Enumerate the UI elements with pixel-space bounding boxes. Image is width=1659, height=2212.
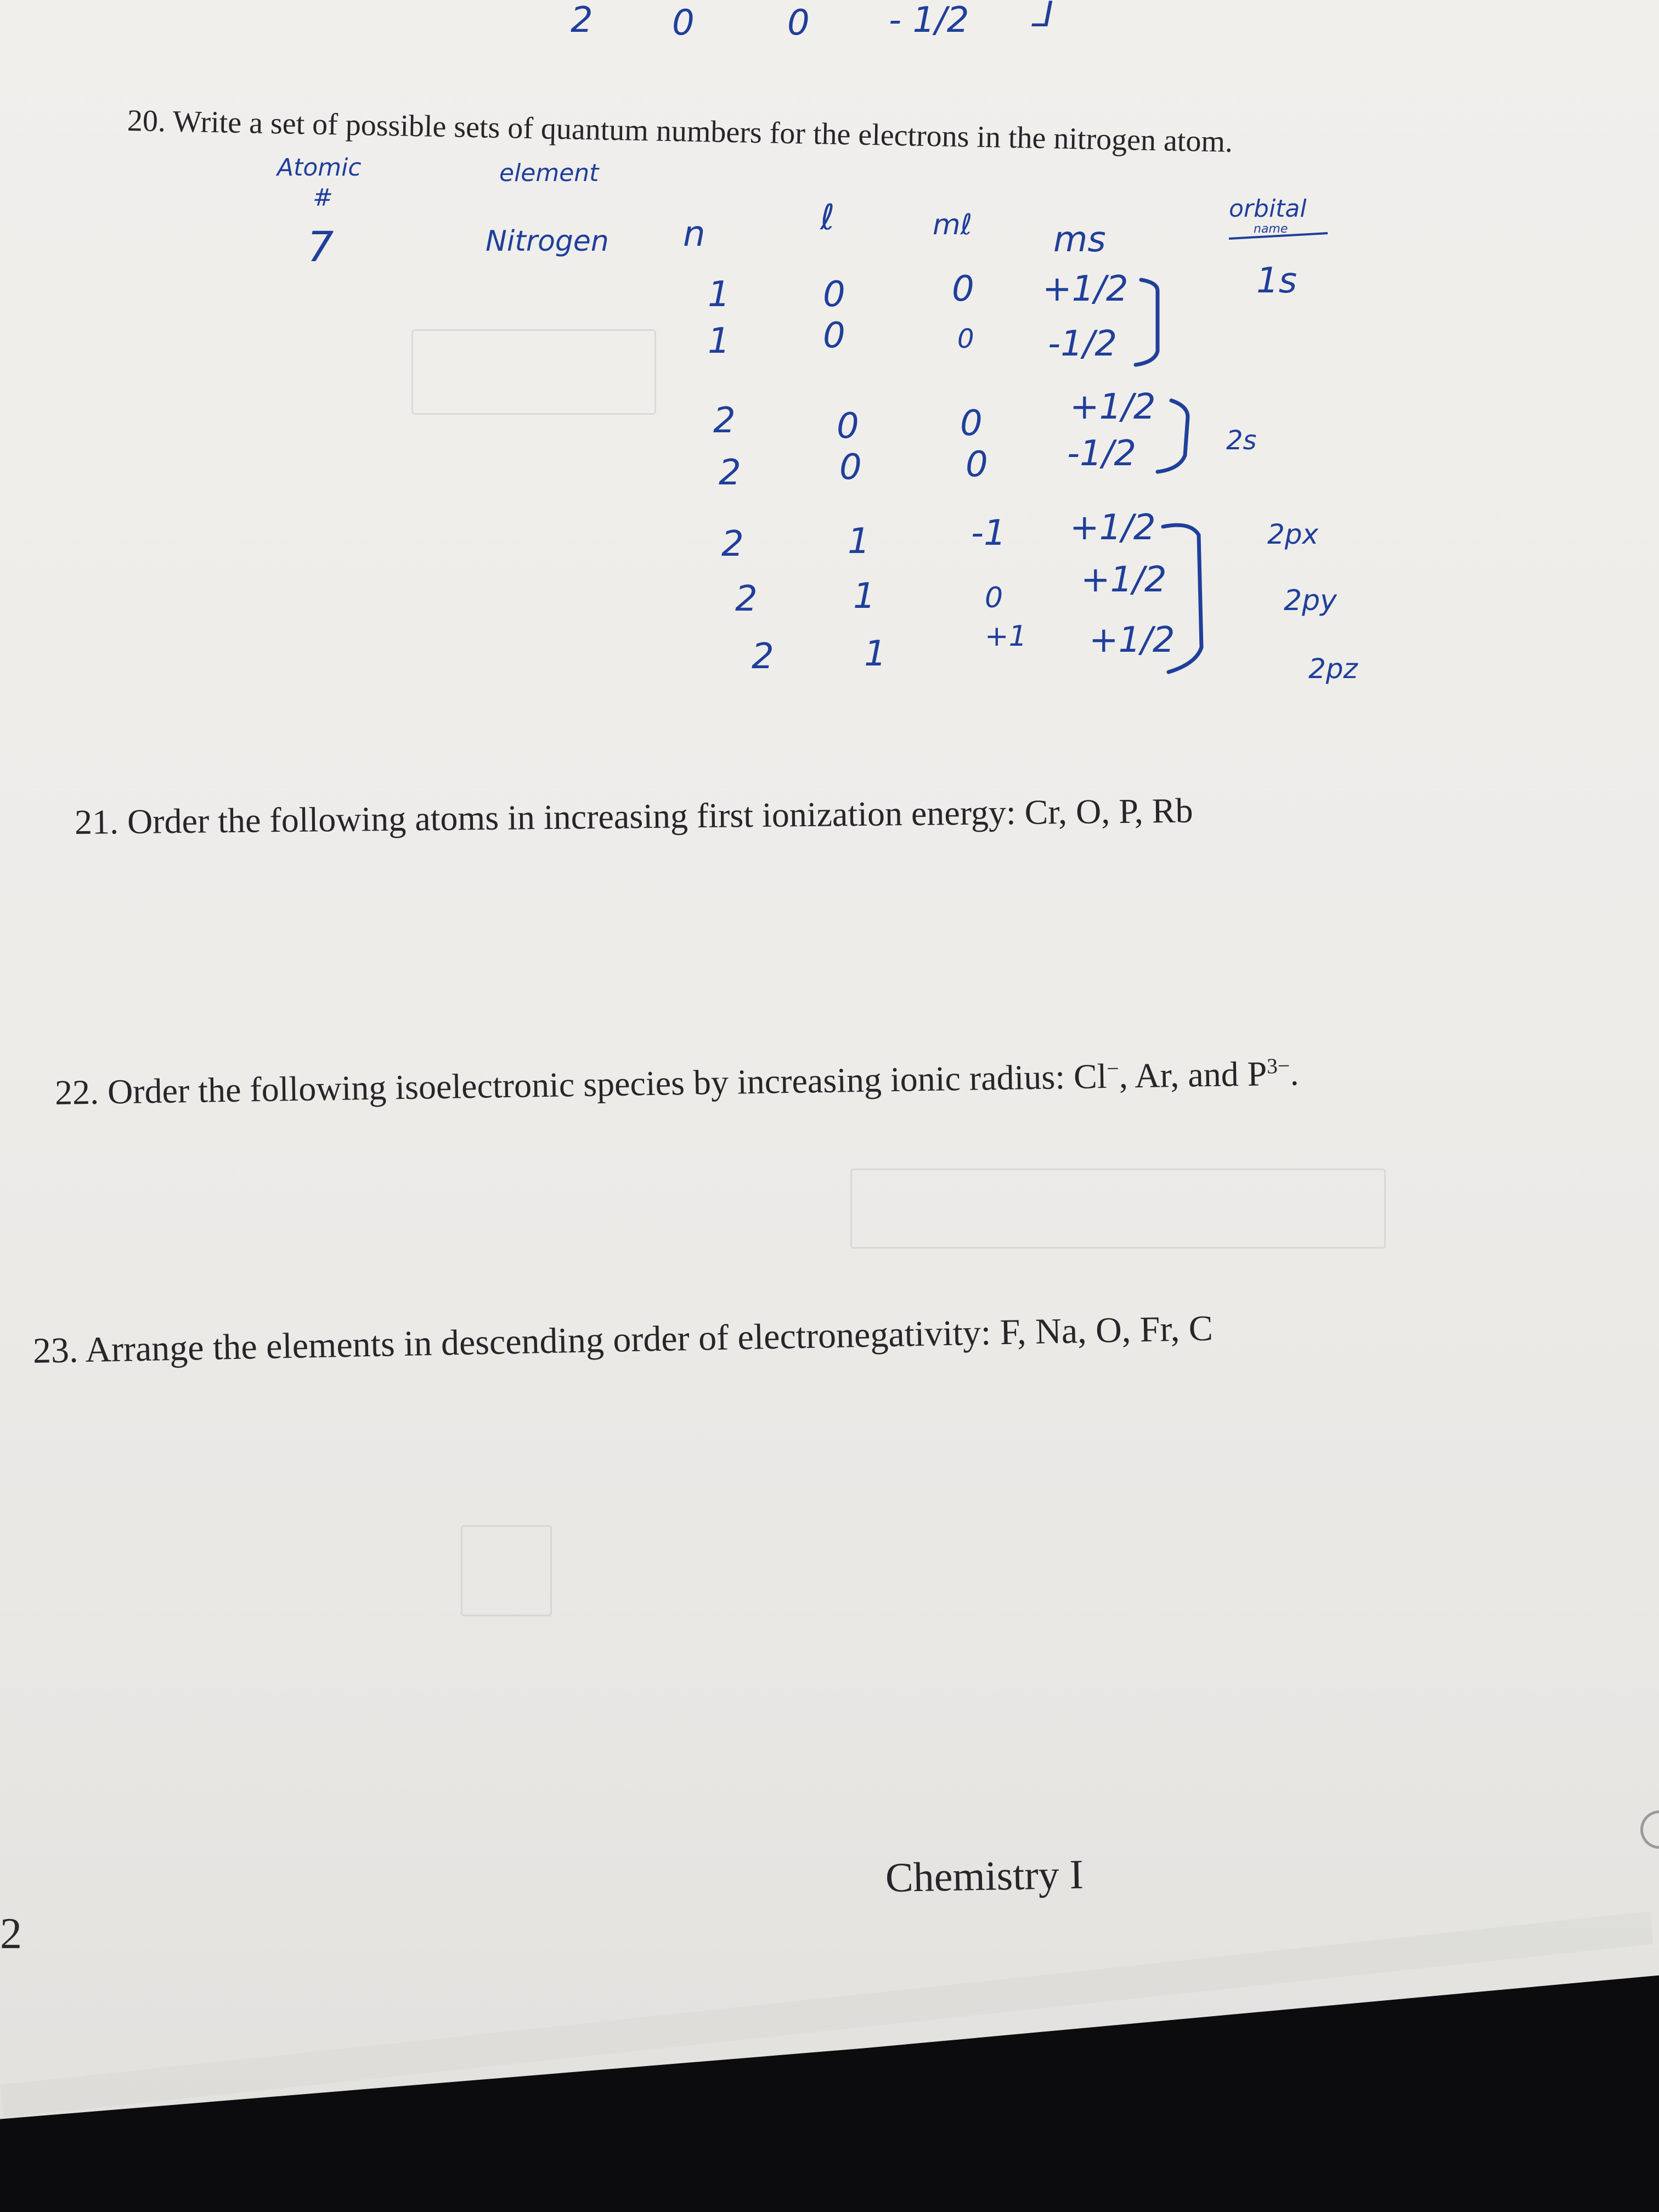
- orbital-1s: 1s: [1256, 261, 1297, 301]
- top-bracket: ⅃: [1031, 0, 1051, 35]
- row3-ms: +1/2: [1070, 387, 1156, 427]
- question-22-middle: , Ar, and P: [1119, 1054, 1267, 1096]
- orbital-2s: 2s: [1226, 425, 1257, 456]
- orbital-2px: 2px: [1267, 518, 1319, 550]
- element-label: element: [499, 159, 599, 187]
- question-22-text: 22. Order the following isoelectronic species by increasing ionic radius: Cl: [54, 1056, 1108, 1112]
- question-21: 21. Order the following atoms in increasing first ionization energy: Cr, O, P, Rb: [74, 791, 1193, 842]
- atomic-number-value: 7: [307, 222, 334, 271]
- header-ml: mℓ: [933, 208, 973, 241]
- row7-l: 1: [864, 634, 887, 674]
- row4-n: 2: [719, 453, 741, 493]
- phosphide-charge: 3−: [1266, 1053, 1290, 1079]
- orbital-2py: 2py: [1284, 584, 1337, 617]
- orbital-sub-label: name: [1254, 222, 1288, 236]
- row7-ml: +1: [985, 620, 1027, 653]
- course-footer: Chemistry I: [885, 1851, 1084, 1901]
- row6-l: 1: [853, 576, 876, 617]
- element-name: Nitrogen: [486, 225, 609, 258]
- row3-n: 2: [713, 400, 736, 441]
- row6-ms: +1/2: [1081, 560, 1167, 600]
- question-23: 23. Arrange the elements in descending order of electronegativity: F, Na, O, Fr, C: [32, 1308, 1214, 1371]
- atomic-number-hash: #: [313, 184, 333, 212]
- row3-l: 0: [837, 406, 859, 447]
- question-20: 20. Write a set of possible sets of quantum numbers for the electrons in the nitrogen atom.: [127, 104, 1233, 159]
- row1-ml: 0: [952, 269, 974, 309]
- row6-ml: 0: [985, 582, 1003, 614]
- row1-l: 0: [823, 274, 845, 315]
- row5-n: 2: [721, 524, 744, 565]
- chloride-charge: −: [1106, 1056, 1119, 1081]
- question-22-end: .: [1289, 1053, 1300, 1093]
- row4-ms: -1/2: [1067, 433, 1137, 474]
- erased-mark: [411, 329, 656, 415]
- row2-l: 0: [823, 315, 845, 356]
- top-ms-value: - 1/2: [889, 0, 969, 41]
- header-l: ℓ: [820, 198, 835, 238]
- row5-ms: +1/2: [1070, 507, 1156, 548]
- top-l-value: 0: [672, 3, 695, 43]
- header-ms: ms: [1053, 219, 1106, 260]
- row5-ml: -1: [971, 513, 1006, 554]
- page-number: 2: [0, 1910, 22, 1958]
- row1-ms: +1/2: [1042, 269, 1128, 309]
- row4-l: 0: [839, 447, 862, 488]
- row2-n: 1: [708, 321, 730, 362]
- row4-ml: 0: [966, 444, 988, 485]
- row6-n: 2: [735, 579, 758, 619]
- orbital-2pz: 2pz: [1308, 653, 1358, 685]
- row7-n: 2: [752, 636, 774, 677]
- erased-mark: [850, 1169, 1386, 1249]
- row2-ms: -1/2: [1048, 324, 1118, 364]
- row2-ml: 0: [957, 324, 974, 354]
- top-n-value: 2: [571, 0, 593, 41]
- header-n: n: [683, 214, 706, 255]
- orbital-label: orbital: [1229, 195, 1307, 223]
- row1-n: 1: [708, 274, 730, 315]
- atomic-number-label: Atomic: [277, 154, 362, 182]
- row7-ms: +1/2: [1089, 620, 1175, 661]
- erased-mark: [461, 1525, 552, 1616]
- row5-l: 1: [848, 521, 870, 562]
- row3-ml: 0: [960, 403, 983, 444]
- top-ml-value: 0: [787, 3, 810, 43]
